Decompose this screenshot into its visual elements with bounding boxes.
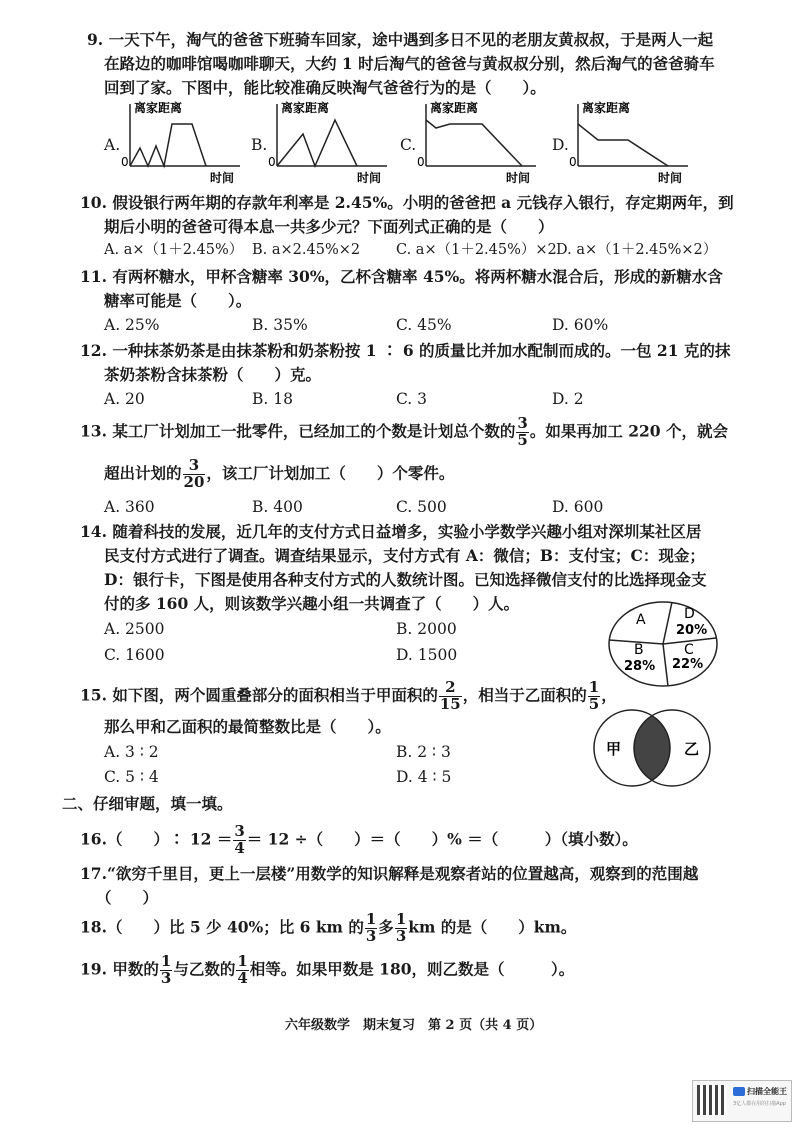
q15-line1c: ， [601, 685, 617, 705]
q13-line2 [104, 458, 454, 491]
q11-option-a[interactable]: A. 25% [104, 316, 160, 334]
section2-title: 二、仔细审题，填一填。 [62, 794, 233, 813]
scanner-brand: 扫描全能王 [733, 1087, 787, 1097]
q13-option-d[interactable]: D. 600 [552, 498, 604, 516]
q11-option-c[interactable]: C. 45% [396, 316, 452, 334]
q18-part1: 18.（ ）比 5 少 40%；比 6 km 的 [80, 917, 364, 937]
q9-graph-d-origin: 0 [569, 155, 577, 169]
q9-graph-c-origin: 0 [417, 155, 425, 169]
q11-option-d[interactable]: D. 60% [552, 316, 609, 334]
q9-option-b[interactable]: B. [251, 136, 268, 154]
q15-option-d[interactable]: D. 4 ∶ 5 [396, 768, 452, 786]
q18-line [80, 912, 576, 945]
q12-option-c[interactable]: C. 3 [396, 390, 428, 408]
q10-option-b[interactable]: B. a×2.45%×2 [252, 242, 361, 258]
q9-graph-b-origin: 0 [268, 155, 276, 169]
scanner-watermark [692, 1080, 792, 1122]
q11-line2: 糖率可能是（ ）。 [104, 291, 252, 310]
q9-option-d[interactable]: D. [552, 136, 569, 154]
q14-option-c[interactable]: C. 1600 [104, 646, 165, 664]
q15-fraction-1-5: $\frac{1}{5}$ [588, 678, 600, 713]
q16-fraction-3-4: $\frac{3}{4}$ [234, 822, 245, 857]
q18-fraction-1-3-a: $\frac{1}{3}$ [365, 910, 377, 945]
q16-part2: ＝ 12 ÷（ ）＝（ ）% ＝（ ）（填小数）。 [246, 829, 638, 849]
q9-line3: 回到了家。下图中，能比较准确反映淘气爸爸行为的是（ ）。 [104, 78, 546, 97]
q18-part2: 多 [378, 917, 394, 937]
q9-graph-c-ylabel: 离家距离 [430, 101, 479, 115]
q9-option-c[interactable]: C. [400, 136, 417, 154]
q19-part1: 19. 甲数的 [80, 959, 159, 979]
q15-line2: 那么甲和乙面积的最简整数比是（ ）。 [104, 717, 391, 736]
q10-line2: 期后小明的爸爸可得本息一共多少元？下面列式正确的是（ ） [104, 217, 554, 236]
q9-graph-a-xlabel: 时间 [210, 171, 235, 185]
q16-line [80, 824, 638, 857]
scanner-subtitle: 3亿人都在用的扫描App [733, 1101, 786, 1107]
pie-label-b: B [634, 642, 644, 658]
q14-line3: D：银行卡，下图是使用各种支付方式的人数统计图。已知选择微信支付的比选择现金支 [104, 570, 707, 589]
q9-graph-b-xlabel: 时间 [357, 171, 382, 185]
pie-label-c: C [684, 642, 694, 658]
q11-option-b[interactable]: B. 35% [252, 316, 308, 334]
q15-option-c[interactable]: C. 5 ∶ 4 [104, 768, 159, 786]
q14-pie-chart [606, 600, 720, 688]
q10-option-d[interactable]: D. a×（1＋2.45%×2） [556, 242, 718, 258]
q15-fraction-2-15: $\frac{2}{15}$ [439, 678, 461, 713]
q14-option-b[interactable]: B. 2000 [396, 620, 457, 638]
q9-line2: 在路边的咖啡馆喝咖啡聊天，大约 1 时后淘气的爸爸与黄叔叔分别，然后淘气的爸爸骑车 [104, 54, 715, 73]
q13-line1 [80, 416, 728, 449]
q10-option-c[interactable]: C. a×（1＋2.45%）×2 [396, 242, 557, 258]
q15-option-b[interactable]: B. 2 ∶ 3 [396, 743, 451, 761]
q13-option-b[interactable]: B. 400 [252, 498, 303, 516]
q14-option-d[interactable]: D. 1500 [396, 646, 458, 664]
venn-label-jia: 甲 [606, 740, 622, 758]
q13-line1a: 13. 某工厂计划加工一批零件，已经加工的个数是计划总个数的 [80, 421, 516, 441]
q19-line [80, 954, 574, 987]
q13-option-a[interactable]: A. 360 [104, 498, 155, 516]
q18-fraction-1-3-b: $\frac{1}{3}$ [395, 910, 407, 945]
q12-line1: 12. 一种抹茶奶茶是由抹茶粉和奶茶粉按 1 ∶ 6 的质量比并加水配制而成的。一包 21 克的抹 [80, 341, 731, 360]
q14-line1: 14. 随着科技的发展，近几年的支付方式日益增多，实验小学数学兴趣小组对深圳某社区居 [80, 522, 702, 541]
q19-fraction-1-4: $\frac{1}{4}$ [237, 952, 248, 987]
q19-fraction-1-3: $\frac{1}{3}$ [160, 952, 172, 987]
q9-graph-a-ylabel: 离家距离 [134, 101, 183, 115]
pie-percent-c: 22% [672, 657, 704, 672]
q10-line1: 10. 假设银行两年期的存款年利率是 2.45%。小明的爸爸把 a 元钱存入银行，存定期两年，到 [80, 193, 734, 212]
q12-line2: 茶奶茶粉含抹茶粉（ ）克。 [104, 365, 322, 384]
pie-label-a: A [636, 612, 646, 628]
pie-percent-d: 20% [676, 623, 708, 638]
q10-option-a[interactable]: A. a×（1＋2.45%） [104, 242, 244, 258]
q15-venn-diagram [584, 706, 724, 790]
venn-label-yi: 乙 [684, 740, 700, 758]
q9-graph-a-origin: 0 [121, 155, 129, 169]
q18-part3: km 的是（ ）km。 [408, 917, 577, 937]
q9-option-a[interactable]: A. [104, 136, 121, 154]
q9-graph-b-ylabel: 离家距离 [281, 101, 330, 115]
q9-graph-d-xlabel: 时间 [658, 171, 683, 185]
pie-label-d: D [684, 606, 695, 622]
q12-option-b[interactable]: B. 18 [252, 390, 293, 408]
q13-line2a: 超出计划的 [104, 463, 182, 483]
q9-graphs [104, 100, 734, 188]
qr-code-icon [697, 1085, 727, 1115]
q15-line1b: ，相当于乙面积的 [462, 685, 587, 705]
q12-option-a[interactable]: A. 20 [104, 390, 145, 408]
q17-line1: 17.“欲穷千里目，更上一层楼”用数学的知识解释是观察者站的位置越高，观察到的范围越 [80, 864, 699, 883]
page-footer: 六年级数学 期末复习 第 2 页（共 4 页） [285, 1018, 543, 1033]
q9-graph-c-xlabel: 时间 [506, 171, 531, 185]
q12-option-d[interactable]: D. 2 [552, 390, 584, 408]
q11-line1: 11. 有两杯糖水，甲杯含糖率 30%，乙杯含糖率 45%。将两杯糖水混合后，形成的新糖水含 [80, 267, 723, 286]
q15-line1a: 15. 如下图，两个圆重叠部分的面积相当于甲面积的 [80, 685, 438, 705]
q16-part1: 16.（ ）∶ 12 ＝ [80, 829, 233, 849]
q13-line1b: 。如果再加工 220 个，就会 [529, 421, 728, 441]
q13-fraction-3-20: $\frac{3}{20}$ [183, 456, 205, 491]
q9-graph-b [267, 100, 392, 186]
q13-fraction-3-5: $\frac{3}{5}$ [517, 414, 528, 449]
q15-option-a[interactable]: A. 3 ∶ 2 [104, 743, 159, 761]
q14-option-a[interactable]: A. 2500 [104, 620, 165, 638]
q13-line2b: ，该工厂计划加工（ ）个零件。 [206, 463, 455, 483]
q9-graph-a [120, 100, 245, 186]
pie-percent-b: 28% [624, 659, 656, 674]
q13-option-c[interactable]: C. 500 [396, 498, 447, 516]
q17-line2: （ ） [96, 888, 159, 907]
q9-graph-d [568, 100, 693, 186]
q15-line1 [80, 680, 617, 713]
q9-graph-c [416, 100, 541, 186]
q19-part2: 与乙数的 [173, 959, 236, 979]
q14-line2: 民支付方式进行了调查。调查结果显示，支付方式有 A：微信；B：支付宝；C：现金； [104, 546, 705, 565]
q19-part3: 相等。如果甲数是 180，则乙数是（ ）。 [249, 959, 575, 979]
scanner-logo-icon [733, 1087, 745, 1096]
q14-line4: 付的多 160 人，则该数学兴趣小组一共调查了（ ）人。 [104, 594, 520, 613]
q9-line1: 9. 一天下午，淘气的爸爸下班骑车回家，途中遇到多日不见的老朋友黄叔叔，于是两人一起 [87, 30, 714, 49]
q9-graph-d-ylabel: 离家距离 [582, 101, 631, 115]
